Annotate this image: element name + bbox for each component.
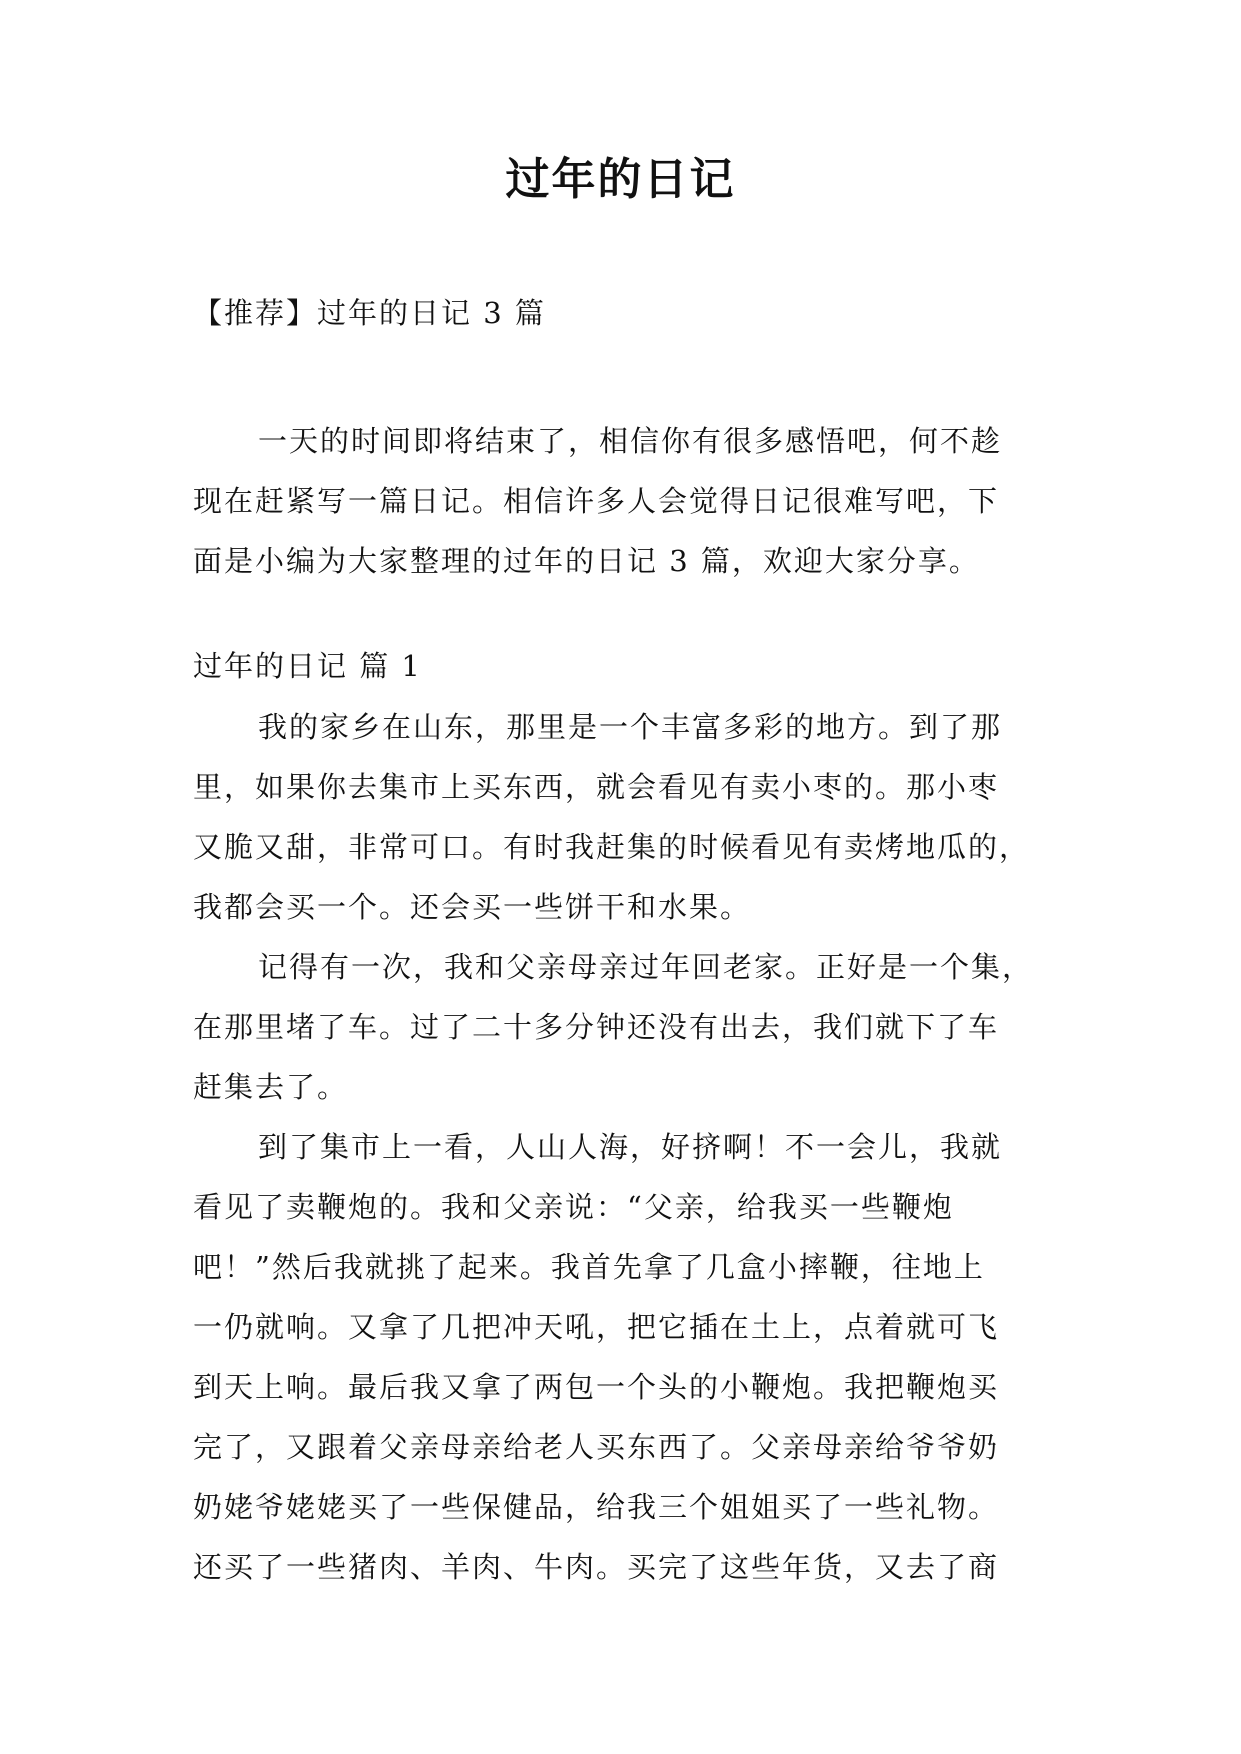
body-line: 又脆又甜，非常可口。有时我赶集的时候看见有卖烤地瓜的， [193, 830, 1031, 864]
body-line: 赶集去了。 [193, 1070, 349, 1104]
body-line: 在那里堵了车。过了二十多分钟还没有出去，我们就下了车 [193, 1010, 1000, 1044]
intro-line: 一天的时间即将结束了，相信你有很多感悟吧，何不趁 [258, 424, 1003, 458]
body-line: 看见了卖鞭炮的。我和父亲说：“父亲，给我买一些鞭炮 [193, 1190, 954, 1224]
diary-body [193, 697, 1073, 1597]
intro-line: 现在赶紧写一篇日记。相信许多人会觉得日记很难写吧，下 [193, 484, 1000, 518]
body-line: 我都会买一个。还会买一些饼干和水果。 [193, 890, 752, 924]
body-line: 我的家乡在山东，那里是一个丰富多彩的地方。到了那 [258, 710, 1003, 744]
document-title: 过年的日记 [505, 154, 736, 205]
body-line: 到了集市上一看，人山人海，好挤啊！不一会儿，我就 [258, 1130, 1003, 1164]
body-line: 一仍就响。又拿了几把冲天吼，把它插在土上，点着就可飞 [193, 1310, 1000, 1344]
body-line: 奶姥爷姥姥买了一些保健品，给我三个姐姐买了一些礼物。 [193, 1490, 1000, 1524]
intro-paragraph [193, 411, 1073, 591]
intro-line: 面是小编为大家整理的过年的日记 3 篇，欢迎大家分享。 [193, 544, 980, 578]
section-heading: 过年的日记 篇 1 [193, 649, 422, 683]
body-line: 完了，又跟着父亲母亲给老人买东西了。父亲母亲给爷爷奶 [193, 1430, 1000, 1464]
body-line: 记得有一次，我和父亲母亲过年回老家。正好是一个集， [258, 950, 1034, 984]
body-line: 到天上响。最后我又拿了两包一个头的小鞭炮。我把鞭炮买 [193, 1370, 1000, 1404]
body-line: 里，如果你去集市上买东西，就会看见有卖小枣的。那小枣 [193, 770, 1000, 804]
document-subtitle: 【推荐】过年的日记 3 篇 [193, 296, 546, 330]
body-line: 吧！”然后我就挑了起来。我首先拿了几盒小摔鞭，往地上 [193, 1250, 985, 1284]
body-line: 还买了一些猪肉、羊肉、牛肉。买完了这些年货，又去了商 [193, 1550, 1000, 1584]
